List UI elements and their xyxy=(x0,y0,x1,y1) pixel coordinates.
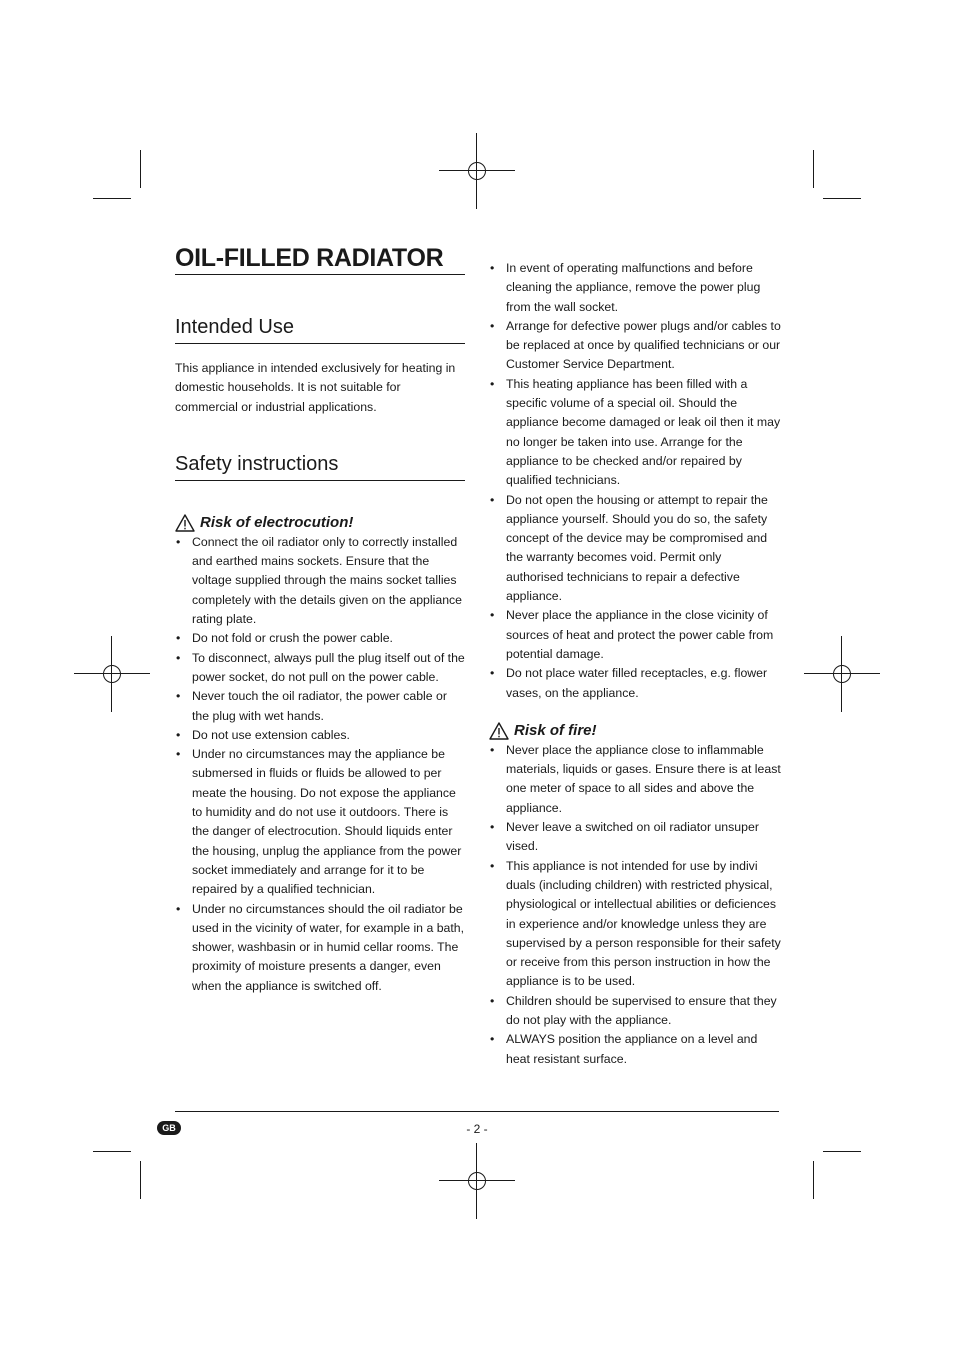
list-item: • Never touch the oil radiator, the power cable or the plug with wet hands. xyxy=(175,687,465,726)
crop-mark xyxy=(93,198,131,199)
list-item: • Never place the appliance close to inflammable materials, liquids or gases. Ensure there is at least one meter of space to all sides and above the appliance. xyxy=(489,741,781,818)
footer-divider xyxy=(175,1111,779,1112)
list-item: • Children should be supervised to ensure that they do not play with the appliance. xyxy=(489,992,781,1031)
intended-use-heading: Intended Use xyxy=(175,313,465,344)
list-item: • To disconnect, always pull the plug itself out of the power socket, do not pull on the power cable. xyxy=(175,649,465,688)
list-item: • Connect the oil radiator only to correctly installed and earthed mains sockets. Ensure that the voltage supplied through the mains socket tallies completely with the details given on the appliance rating plate. xyxy=(175,533,465,629)
list-item: • Never place the appliance in the close vicinity of sources of heat and protect the power cable from potential damage. xyxy=(489,606,781,664)
crop-mark xyxy=(93,1151,131,1152)
list-item: • In event of operating malfunctions and before cleaning the appliance, remove the power plug from the wall socket. xyxy=(489,259,781,317)
crop-mark xyxy=(823,1151,861,1152)
country-badge: GB xyxy=(157,1121,181,1135)
fire-heading xyxy=(489,721,781,741)
right-column xyxy=(489,259,781,1069)
crop-mark xyxy=(813,150,814,188)
safety-heading: Safety instructions xyxy=(175,450,465,481)
fire-heading-text: Risk of fire! xyxy=(514,721,597,739)
crop-mark xyxy=(823,198,861,199)
crop-mark xyxy=(813,1161,814,1199)
list-item: • Under no circumstances may the appliance be submersed in fluids or fluids be allowed to per meate the housing. Do not expose the appliance to humidity and do not use it outdoors. There is the danger of electrocution. Should liquids enter the housing, unplug the appliance from the power socket immediately and arrange for it to be repaired by a qualified technician. xyxy=(175,745,465,899)
left-column xyxy=(175,242,465,996)
registration-mark-icon xyxy=(439,133,515,209)
list-item: • Never leave a switched on oil radiator unsuper vised. xyxy=(489,818,781,857)
electrocution-heading xyxy=(175,513,465,533)
list-item: • Arrange for defective power plugs and/or cables to be replaced at once by qualified technicians or our Customer Service Department. xyxy=(489,317,781,375)
registration-mark-icon xyxy=(804,636,880,712)
list-item: • This heating appliance has been filled with a specific volume of a special oil. Should the appliance become damaged or leak oil then it may no longer be taken into use. Arrange for the appliance to be checked and/or repaired by qualified technicians. xyxy=(489,375,781,491)
fire-list xyxy=(489,741,781,1069)
crop-mark xyxy=(140,1161,141,1199)
list-item: • This appliance is not intended for use by indivi duals (including children) with restricted physical, physiological or intellectual abilities or deficiences in experience and/or knowledge unless they are supervised by a person responsible for their safety or receive from this person instruction in how the appliance is to be used. xyxy=(489,857,781,992)
electrocution-list xyxy=(175,533,465,996)
registration-mark-icon xyxy=(439,1143,515,1219)
list-item: • Do not use extension cables. xyxy=(175,726,465,745)
page-number: - 2 - xyxy=(466,1122,488,1136)
list-item: • Do not fold or crush the power cable. xyxy=(175,629,465,648)
crop-mark xyxy=(140,150,141,188)
page-title: OIL-FILLED RADIATOR xyxy=(175,242,465,275)
electrocution-heading-text: Risk of electrocution! xyxy=(200,513,354,531)
registration-mark-icon xyxy=(74,636,150,712)
warning-triangle-icon xyxy=(175,514,195,532)
list-item: • ALWAYS position the appliance on a level and heat resistant surface. xyxy=(489,1030,781,1069)
general-safety-list xyxy=(489,259,781,703)
warning-triangle-icon xyxy=(489,722,509,740)
list-item: • Do not open the housing or attempt to repair the appliance yourself. Should you do so, the safety concept of the device may be compromised and the warranty becomes void. Permit only authorised technicians to repair a defective appliance. xyxy=(489,491,781,607)
list-item: • Under no circumstances should the oil radiator be used in the vicinity of water, for example in a bath, shower, washbasin or in humid cellar rooms. The proximity of moisture presents a danger, even when the appliance is switched off. xyxy=(175,900,465,996)
list-item: • Do not place water filled receptacles, e.g. flower vases, on the appliance. xyxy=(489,664,781,703)
intended-use-text: This appliance in intended exclusively for heating in domestic households. It is not suitable for commercial or industrial applications. xyxy=(175,361,456,414)
